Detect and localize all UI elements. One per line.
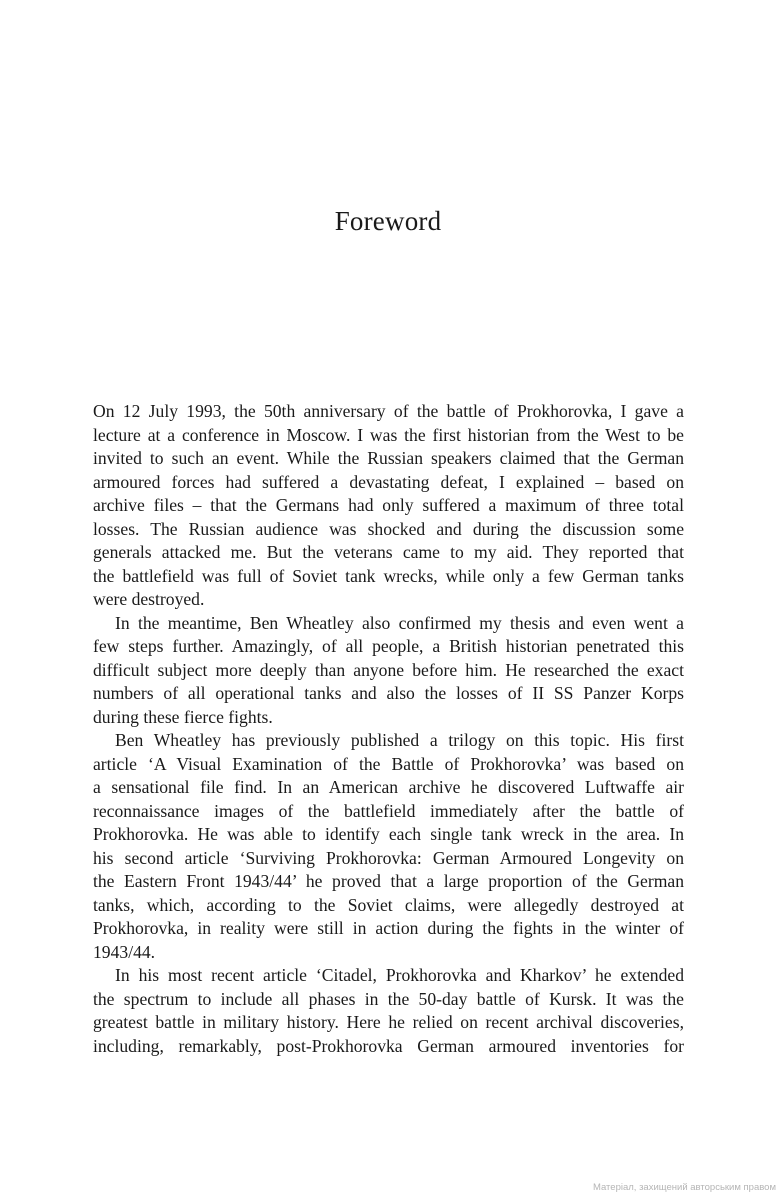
text-line: few steps further. Amazingly, of all people, a British historian penetrated this	[93, 636, 684, 656]
copyright-watermark: Матеріал, захищений авторським правом	[592, 1182, 776, 1193]
text-line: invited to such an event. While the Russian speakers claimed that the German	[93, 448, 684, 468]
text-line: In the meantime, Ben Wheatley also confirmed my thesis and even went a	[115, 612, 684, 633]
text-line: losses. The Russian audience was shocked and during the discussion some	[93, 518, 684, 539]
text-line: generals attacked me. But the veterans came to my aid. They reported that	[93, 542, 684, 562]
text-line: lecture at a conference in Moscow. I was the first historian from the West to be	[93, 424, 684, 445]
text-line: Ben Wheatley has previously published a trilogy on this topic. His first	[115, 730, 684, 750]
text-line: difficult subject more deeply than anyone before him. He researched the exact	[93, 659, 684, 680]
text-line: reconnaissance images of the battlefield immediately after the battle of	[93, 800, 684, 821]
text-line: armoured forces had suffered a devastating defeat, I explained – based on	[93, 471, 684, 492]
paragraph-3	[93, 729, 684, 964]
text-line: In his most recent article ‘Citadel, Prokhorovka and Kharkov’ he extended	[115, 965, 684, 985]
text-line: article ‘A Visual Examination of the Battle of Prokhorovka’ was based on	[93, 753, 684, 774]
text-line: were destroyed.	[93, 589, 205, 609]
text-line: Prokhorovka, in reality were still in action during the fights in the winter of	[93, 918, 684, 938]
paragraph-1	[93, 400, 684, 612]
body-text	[93, 400, 684, 1058]
text-line: including, remarkably, post-Prokhorovka German armoured inventories for	[93, 1035, 684, 1056]
text-line: numbers of all operational tanks and also the losses of II SS Panzer Korps	[93, 683, 684, 703]
text-line: On 12 July 1993, the 50th anniversary of the battle of Prokhorovka, I gave a	[93, 401, 684, 421]
text-line: a sensational file find. In an American archive he discovered Luftwaffe air	[93, 777, 684, 797]
paragraph-2	[93, 612, 684, 730]
text-line: his second article ‘Surviving Prokhorovka: German Armoured Longevity on	[93, 847, 684, 868]
text-line: tanks, which, according to the Soviet claims, were allegedly destroyed at	[93, 894, 684, 915]
text-line: the Eastern Front 1943/44’ he proved that a large proportion of the German	[93, 871, 684, 891]
text-line: during these fierce fights.	[93, 706, 273, 727]
text-line: the battlefield was full of Soviet tank wrecks, while only a few German tanks	[93, 565, 684, 586]
text-line: Prokhorovka. He was able to identify each single tank wreck in the area. In	[93, 824, 684, 844]
text-line: 1943/44.	[93, 941, 156, 962]
chapter-title: Foreword	[334, 206, 442, 236]
paragraph-4	[93, 964, 684, 1058]
text-line: greatest battle in military history. Here he relied on recent archival discoveries,	[93, 1012, 684, 1032]
text-line: archive files – that the Germans had only suffered a maximum of three total	[93, 495, 684, 515]
text-line: the spectrum to include all phases in the 50-day battle of Kursk. It was the	[93, 988, 684, 1009]
